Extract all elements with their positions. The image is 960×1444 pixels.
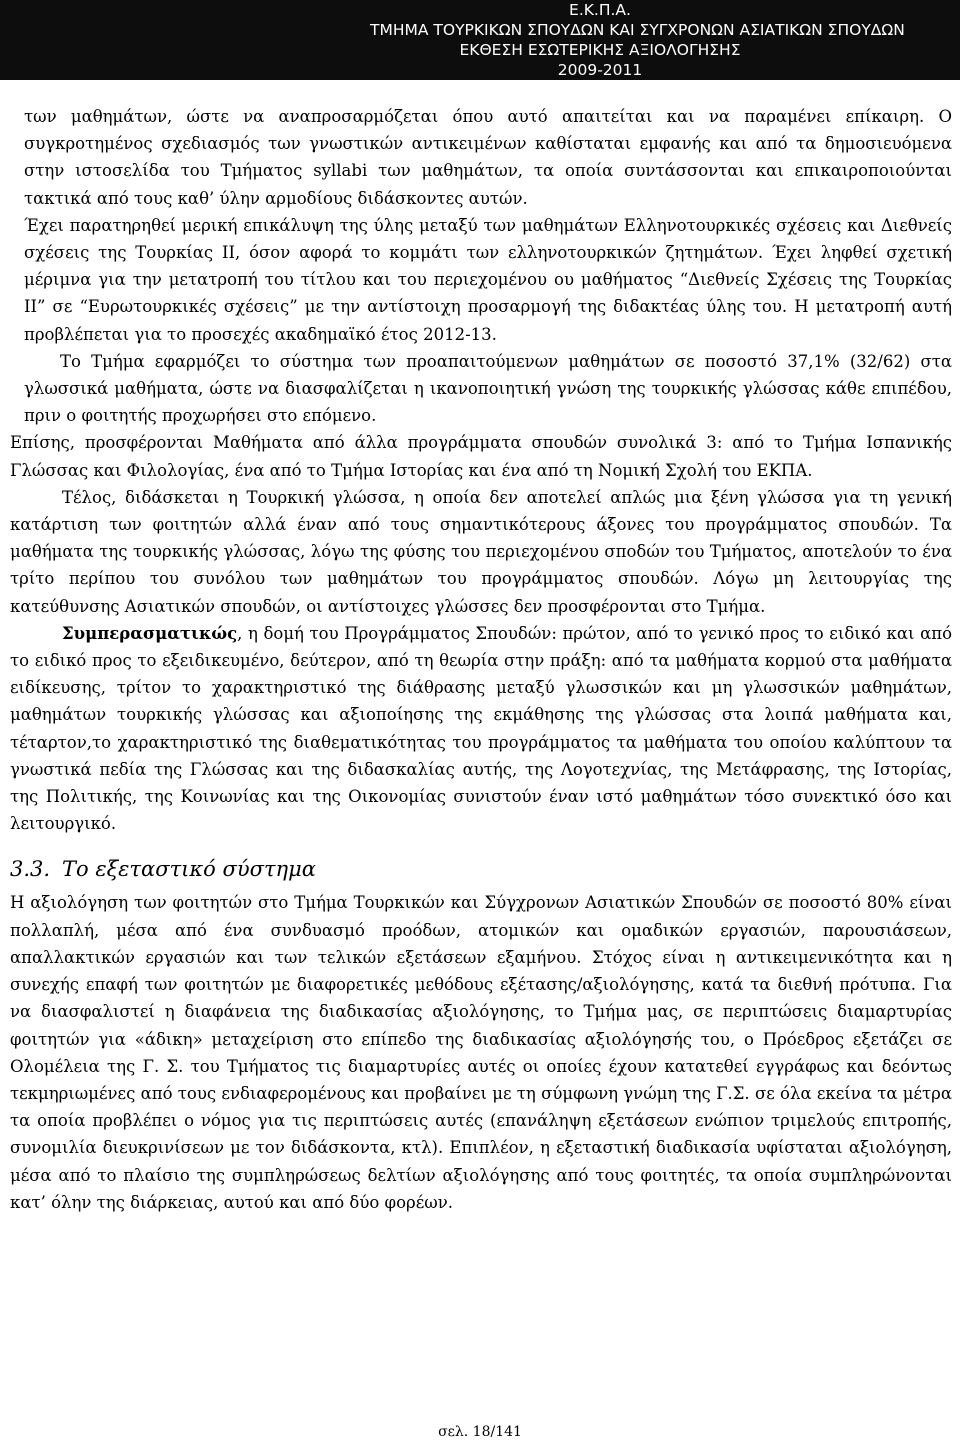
bold-lead-word: Συμπερασματικώς — [62, 623, 238, 643]
section-heading — [10, 849, 952, 889]
document-header — [370, 0, 905, 80]
header-department: ΤΜΗΜΑ ΤΟΥΡΚΙΚΩΝ ΣΠΟΥΔΩΝ ΚΑΙ ΣΥΓΧΡΟΝΩΝ ΑΣΙΑΤΙΚΩΝ ΣΠΟΥΔΩΝ — [370, 21, 905, 39]
header-report-title: ΕΚΘΕΣΗ ΕΣΩΤΕΡΙΚΗΣ ΑΞΙΟΛΟΓΗΣΗΣ — [459, 41, 741, 59]
section-number: 3.3. — [10, 857, 51, 882]
header-period: 2009-2011 — [557, 61, 643, 79]
paragraph: Τέλος, διδάσκεται η Τουρκική γλώσσα, η οποία δεν αποτελεί απλώς μια ξένη γλώσσα για τη γενική κατάρτιση των φοιτητών αλλά έναν από τους σημαντικότερους άξονες του προγράμματος σπουδών. Τα μαθήματα της τουρκικής γλώσσας, λόγω της φύσης του περιεχομένου σποδών του Τμήματος, αποτελούν το ένα τρίτο περίπου του συνόλου των μαθημάτων του προγράμματος σπουδών. Λόγω μη λειτουργίας της κατεύθυνσης Ασιατικών σπουδών, οι αντίστοιχες γλώσσες δεν προσφέρονται στο Τμήμα. — [10, 487, 952, 616]
paragraph-text: , η δομή του Προγράμματος Σπουδών: πρώτον, από το γενικό προς το ειδικό και από το ειδικό προς το εξειδικευμένο, δεύτερον, από τη θεωρία στην πράξη: από τα μαθήματα κορμού στα μαθήματα ειδίκευσης, τρίτον το χαρακτηριστικό της διάθρασης μεταξύ γλωσσικών και μη γλωσσικών μαθημάτων, μαθημάτων τουρκικής γλώσσας και αξιοποίησης της εκμάθησης της γλώσσας στα λοιπά μαθήματα και, τέταρτον,το χαρακτηριστικό της διαθεματικότητας του προγράμματος τα μαθήματα του οποίου καλύπτουν τα γνωστικά πεδία της Γλώσσας και της διδασκαλίας αυτής, της Λογοτεχνίας, της Μετάφρασης, της Ιστορίας, της Πολιτικής, της Κοινωνίας και της Οικονομίας συνιστούν έναν ιστό μαθημάτων τόσο συνεκτικό όσο και λειτουργικό. — [10, 623, 952, 834]
paragraph: Το Τμήμα εφαρμόζει το σύστημα των προαπαιτούμενων μαθημάτων σε ποσοστό 37,1% (32/62) στα γλωσσικά μαθήματα, ώστε να διασφαλίζεται η ικανοποιητική γνώση της τουρκικής γλώσσας κάθε επιπέδου, πριν ο φοιτητής προχωρήσει στο επόμενο. — [24, 351, 952, 426]
indented-block — [10, 103, 952, 429]
header-university: Ε.Κ.Π.Α. — [569, 1, 631, 19]
page-number: σελ. 18/141 — [438, 1424, 522, 1440]
paragraph: Έχει παρατηρηθεί μερική επικάλυψη της ύλης μεταξύ των μαθημάτων Ελληνοτουρκικές σχέσεις και Διεθνείς σχέσεις της Τουρκίας ΙΙ, όσον αφορά το κομμάτι των ελληνοτουρκικών ζητημάτων. Έχει ληφθεί σχετική μέριμνα για την μετατροπή του τίτλου και του περιεχομένου ου μαθήματος “Διεθνείς Σχέσεις της Τουρκίας ΙΙ” σε “Ευρωτουρκικές σχέσεις” με την αντίστοιχη προσαρμογή της διδακτέας ύλης του. Η μετατροπή αυτή προβλέπεται για το προσεχές ακαδημαϊκό έτος 2012-13. — [24, 215, 952, 344]
paragraph: Η αξιολόγηση των φοιτητών στο Τμήμα Τουρκικών και Σύγχρονων Ασιατικών Σπουδών σε ποσοστό 80% είναι πολλαπλή, μέσα από ένα συνδυασμό προόδων, ατομικών και ομαδικών εργασιών, παρουσιάσεων, απαλλακτικών εργασιών και των τελικών εξετάσεων εξαμήνου. Στόχος είναι η αντικειμενικότητα και η συνεχής επαφή των φοιτητών με διαφορετικές μεθόδους εξέτασης/αξιολόγησης, κατά τα διεθνή πρότυπα. Για να διασφαλιστεί η διαφάνεια της διαδικασίας αξιολόγησης, το Τμήμα μας, σε περιπτώσεις διαμαρτυρίας φοιτητών για «άδικη» μεταχείριση στο επίπεδο της διαδικασίας αξιολόγησής του, ο Πρόεδρος εξετάζει σε Ολομέλεια της Γ. Σ. του Τμήματος τις διαμαρτυρίες αυτές οι οποίες έχουν κατατεθεί εγγράφως και δεόντως τεκμηριωμένες από τους ενδιαφερομένους και προβαίνει με τη σύμφωνη γνώμη της Γ.Σ. σε όλα εκείνα τα μέτρα τα οποία προβλέπει ο νόμος για τις περιπτώσεις αυτές (επανάληψη εξετάσεων ενώπιον τριμελούς επιτροπής, συνομιλία διευκρινίσεων με τον διδάσκοντα, κτλ). Επιπλέον, η εξεταστική διαδικασία υφίσταται αξιολόγηση, μέσα από το πλαίσιο της συμπληρώσεως δελτίων αξιολόγησης από τους φοιτητές, τα οποία συμπληρώνονται κατ’ όλην της διάρκειας, αυτού και από δύο φορέων. — [10, 893, 952, 1212]
paragraph: Επίσης, προσφέρονται Μαθήματα από άλλα προγράμματα σπουδών συνολικά 3: από το Τμήμα Ισπανικής Γλώσσας και Φιλολογίας, ένα από το Τμήμα Ιστορίας και ένα από τη Νομική Σχολή του ΕΚΠΑ. — [10, 433, 952, 480]
section-title: Το εξεταστικό σύστημα — [62, 857, 316, 882]
paragraph — [10, 620, 952, 838]
paragraph: των μαθημάτων, ώστε να αναπροσαρμόζεται όπου αυτό απαιτείται και να παραμένει επίκαιρη. Ο συγκροτημένος σχεδιασμός των γνωστικών αντικειμένων καθίσταται εμφανής και από τα δημοσιευόμενα στην ιστοσελίδα του Τμήματος syllabi των μαθημάτων, τα οποία συντάσσονται και επικαιροποιούνται τακτικά από τους καθ’ ύλην αρμοδίους διδάσκοντες αυτών. — [24, 107, 952, 208]
document-body — [10, 103, 952, 1216]
